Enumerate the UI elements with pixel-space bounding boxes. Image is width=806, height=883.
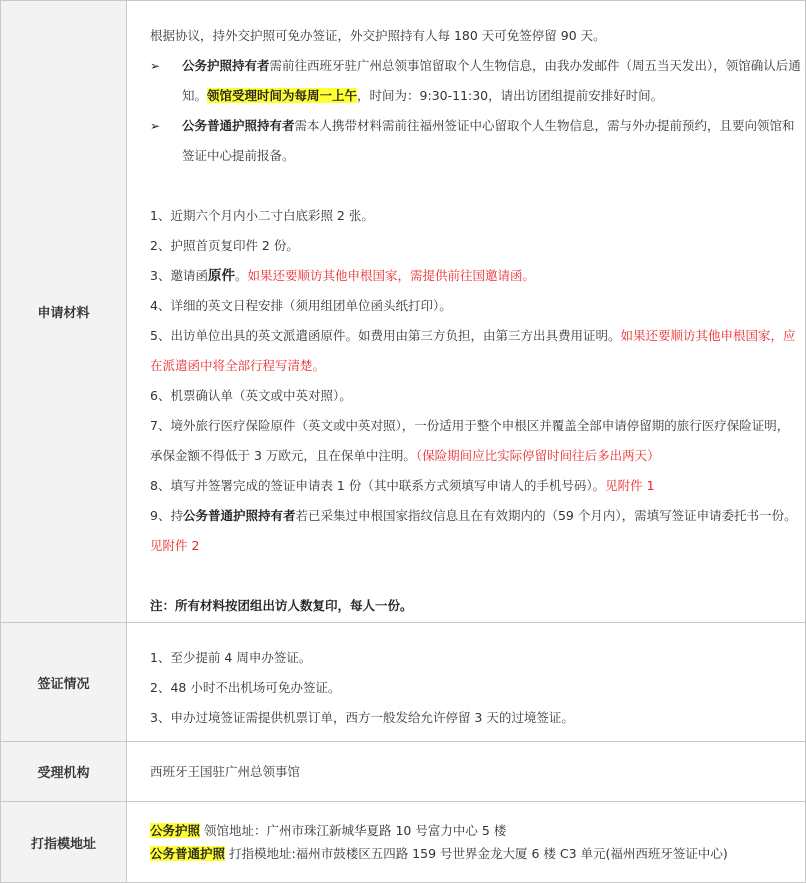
attachment-1-link[interactable]: 见附件 1 [605, 478, 655, 493]
material-item-9 [150, 501, 801, 561]
item3-text-b: 。 [234, 268, 248, 283]
item9-text-b: 若已采集过申根国家指纹信息且在有效期内的（59 个月内），需填写签证申请委托书一份。 [295, 508, 797, 523]
reception-time-highlight: 领馆受理时间为每周一上午 [207, 88, 358, 103]
ordinary-official-passport-holder: 公务普通护照持有者 [182, 118, 295, 133]
agency-label-cell [1, 742, 127, 802]
item3-text: 3、邀请函 [150, 268, 208, 283]
visa-item-2: 2、48 小时不出机场可免办签证。 [150, 680, 341, 695]
material-item-5 [150, 321, 801, 381]
fingerprint-row [1, 802, 806, 883]
visa-content [127, 623, 806, 742]
materials-note: 注：所有材料按团组出访人数复印，每人一份。 [150, 598, 413, 613]
reception-time-text: ，时间为：9:30-11:30，请出访团组提前安排好时间。 [357, 88, 664, 103]
item3-bold: 原件 [207, 268, 235, 284]
materials-label: 申请材料 [37, 306, 90, 321]
ordinary-official-passport-badge: 公务普通护照 [150, 846, 226, 861]
visa-item-1: 1、至少提前 4 周申办签证。 [150, 650, 312, 665]
item5-red-note: 如果还要顺访其他申根国家，应在派遣函中将全部行程写清楚。 [150, 328, 796, 373]
item9-text: 9、持 [150, 508, 183, 523]
bullet-ordinary-official-passport [150, 111, 801, 171]
consulate-address: 领馆地址：广州市珠江新城华夏路 10 号富力中心 5 楼 [200, 823, 507, 838]
item3-red-note: 如果还要顺访其他申根国家，需提供前往国邀请函。 [247, 268, 535, 283]
item5-text: 5、出访单位出具的英文派遣函原件。如费用由第三方负担，由第三方出具费用证明。 [150, 328, 621, 343]
material-item-8 [150, 471, 801, 501]
visa-center-address: 打指模地址:福州市鼓楼区五四路 159 号世界金龙大厦 6 楼 C3 单元(福州西班牙签证中心) [225, 846, 728, 861]
arrow-icon: ➢ [150, 59, 161, 73]
visa-label-cell [1, 623, 127, 742]
agency-label: 受理机构 [37, 766, 90, 781]
intro-label-cell [1, 1, 127, 623]
material-item-4: 4、详细的英文日程安排（须用组团单位函头纸打印）。 [150, 298, 452, 313]
bullet-official-passport [150, 51, 801, 111]
material-item-6: 6、机票确认单（英文或中英对照）。 [150, 388, 352, 403]
material-item-3 [150, 261, 801, 291]
visa-item-3: 3、申办过境签证需提供机票订单，西方一般发给允许停留 3 天的过境签证。 [150, 710, 574, 725]
item7-red-note: （保险期间应比实际停留时间往后多出两天） [415, 448, 660, 463]
item9-bold: 公务普通护照持有者 [182, 508, 296, 523]
fingerprint-label-cell [1, 802, 127, 883]
visa-label: 签证情况 [37, 676, 90, 692]
attachment-2-link[interactable]: 见附件 2 [150, 538, 200, 553]
arrow-icon: ➢ [150, 119, 161, 133]
intro-line: 根据协议，持外交护照可免办签证，外交护照持有人每 180 天可免签停留 90 天。 [150, 28, 606, 43]
agency-content [127, 742, 806, 802]
fingerprint-line-1 [150, 819, 801, 842]
material-item-7 [150, 411, 801, 471]
official-passport-holder: 公务护照持有者 [182, 58, 270, 73]
ordinary-official-passport-text: 需本人携带材料需前往福州签证中心留取个人生物信息，需与外办提前预约，且要向领馆和签证中心提前报备。 [182, 118, 795, 163]
fingerprint-label: 打指模地址 [30, 836, 96, 852]
item7-text: 7、境外旅行医疗保险原件（英文或中英对照），一份适用于整个申根区并覆盖全部申请停留期的旅行医疗保险证明，承保金额不得低于 3 万欧元，且在保单中注明。 [150, 418, 790, 463]
official-passport-badge: 公务护照 [150, 823, 201, 838]
agency-row [1, 742, 806, 802]
spacer [150, 171, 801, 201]
intro-row [1, 1, 806, 623]
fingerprint-content [127, 802, 806, 883]
material-item-1: 1、近期六个月内小二寸白底彩照 2 张。 [150, 208, 374, 223]
item8-text: 8、填写并签署完成的签证申请表 1 份（其中联系方式须填写申请人的手机号码）。 [150, 478, 606, 493]
official-passport-text: 需前往西班牙驻广州总领事馆留取个人生物信息，由我办发邮件（周五当天发出），领馆确认后通知。 [182, 58, 801, 103]
visa-row [1, 623, 806, 742]
spacer [150, 561, 801, 591]
material-item-2: 2、护照首页复印件 2 份。 [150, 238, 299, 253]
materials-content [127, 1, 806, 623]
fingerprint-line-2 [150, 842, 801, 865]
agency-value: 西班牙王国驻广州总领事馆 [150, 763, 301, 779]
